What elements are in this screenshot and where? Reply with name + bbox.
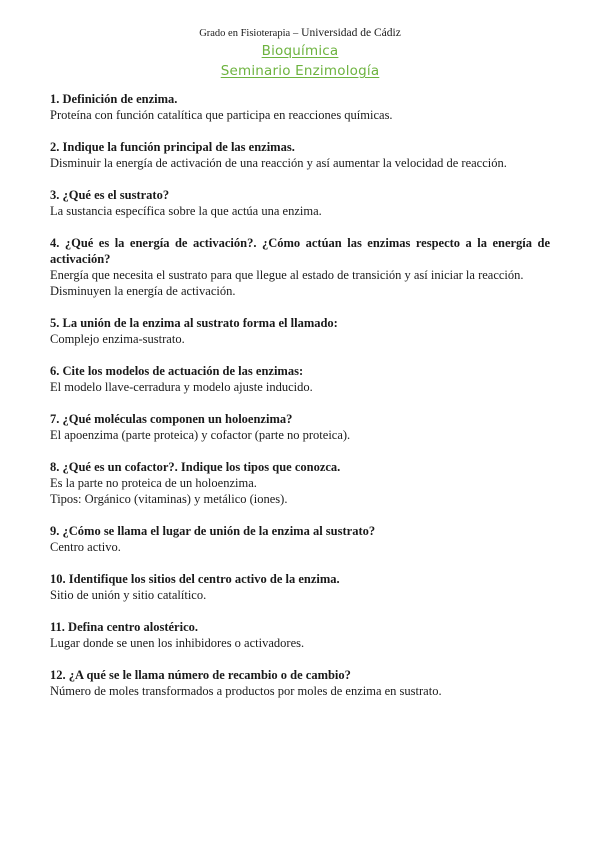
- question-text: 2. Indique la función principal de las enzimas.: [50, 140, 295, 154]
- answer-text: Sitio de unión y sitio catalítico.: [50, 588, 207, 602]
- answer-text: Disminuir la energía de activación de una reacción y así aumentar la velocidad de reacción.: [50, 156, 507, 170]
- answer-text: Disminuyen la energía de activación.: [50, 284, 236, 298]
- question-block: [50, 363, 550, 395]
- question-block: [50, 459, 550, 507]
- question-text: 6. Cite los modelos de actuación de las enzimas:: [50, 364, 304, 378]
- subject-title: Bioquímica: [261, 43, 339, 59]
- question-block: [50, 315, 550, 347]
- question-text: 4. ¿Qué es la energía de activación?. ¿Cómo actúan las enzimas respecto a la energía de activación?: [50, 236, 550, 266]
- answer-text: Proteína con función catalítica que participa en reacciones químicas.: [50, 108, 393, 122]
- question-text: 10. Identifique los sitios del centro activo de la enzima.: [50, 572, 340, 586]
- answer-text: Número de moles transformados a productos por moles de enzima en sustrato.: [50, 684, 442, 698]
- question-text: 5. La unión de la enzima al sustrato forma el llamado:: [50, 316, 338, 330]
- question-block: [50, 139, 550, 171]
- header-separator: –: [293, 28, 299, 39]
- header-line: [50, 26, 550, 41]
- question-block: [50, 235, 550, 299]
- question-block: [50, 411, 550, 443]
- answer-text: Tipos: Orgánico (vitaminas) y metálico (iones).: [50, 492, 288, 506]
- question-block: [50, 91, 550, 123]
- question-text: 7. ¿Qué moléculas componen un holoenzima?: [50, 412, 293, 426]
- answer-text: El modelo llave-cerradura y modelo ajuste inducido.: [50, 380, 313, 394]
- document-page: [50, 26, 550, 715]
- question-block: [50, 667, 550, 699]
- answer-text: Centro activo.: [50, 540, 121, 554]
- question-block: [50, 187, 550, 219]
- answer-text: La sustancia específica sobre la que actúa una enzima.: [50, 204, 322, 218]
- university-name: Universidad de Cádiz: [301, 27, 401, 39]
- question-block: [50, 523, 550, 555]
- degree-name: Grado en Fisioterapia: [199, 28, 291, 39]
- question-text: 3. ¿Qué es el sustrato?: [50, 188, 170, 202]
- answer-text: Es la parte no proteica de un holoenzima.: [50, 476, 257, 490]
- question-text: 8. ¿Qué es un cofactor?. Indique los tipos que conozca.: [50, 460, 341, 474]
- question-text: 1. Definición de enzima.: [50, 92, 178, 106]
- answer-text: Lugar donde se unen los inhibidores o activadores.: [50, 636, 305, 650]
- answer-text: Complejo enzima-sustrato.: [50, 332, 185, 346]
- question-block: [50, 619, 550, 651]
- question-list: [50, 91, 550, 699]
- seminar-title: Seminario Enzimología: [220, 63, 380, 79]
- document-header: [50, 26, 550, 81]
- question-block: [50, 571, 550, 603]
- question-text: 9. ¿Cómo se llama el lugar de unión de la enzima al sustrato?: [50, 524, 376, 538]
- answer-text: El apoenzima (parte proteica) y cofactor (parte no proteica).: [50, 428, 351, 442]
- question-text: 11. Defina centro alostérico.: [50, 620, 198, 634]
- answer-text: Energía que necesita el sustrato para que llegue al estado de transición y así iniciar la reacción.: [50, 268, 524, 282]
- question-text: 12. ¿A qué se le llama número de recambio o de cambio?: [50, 668, 351, 682]
